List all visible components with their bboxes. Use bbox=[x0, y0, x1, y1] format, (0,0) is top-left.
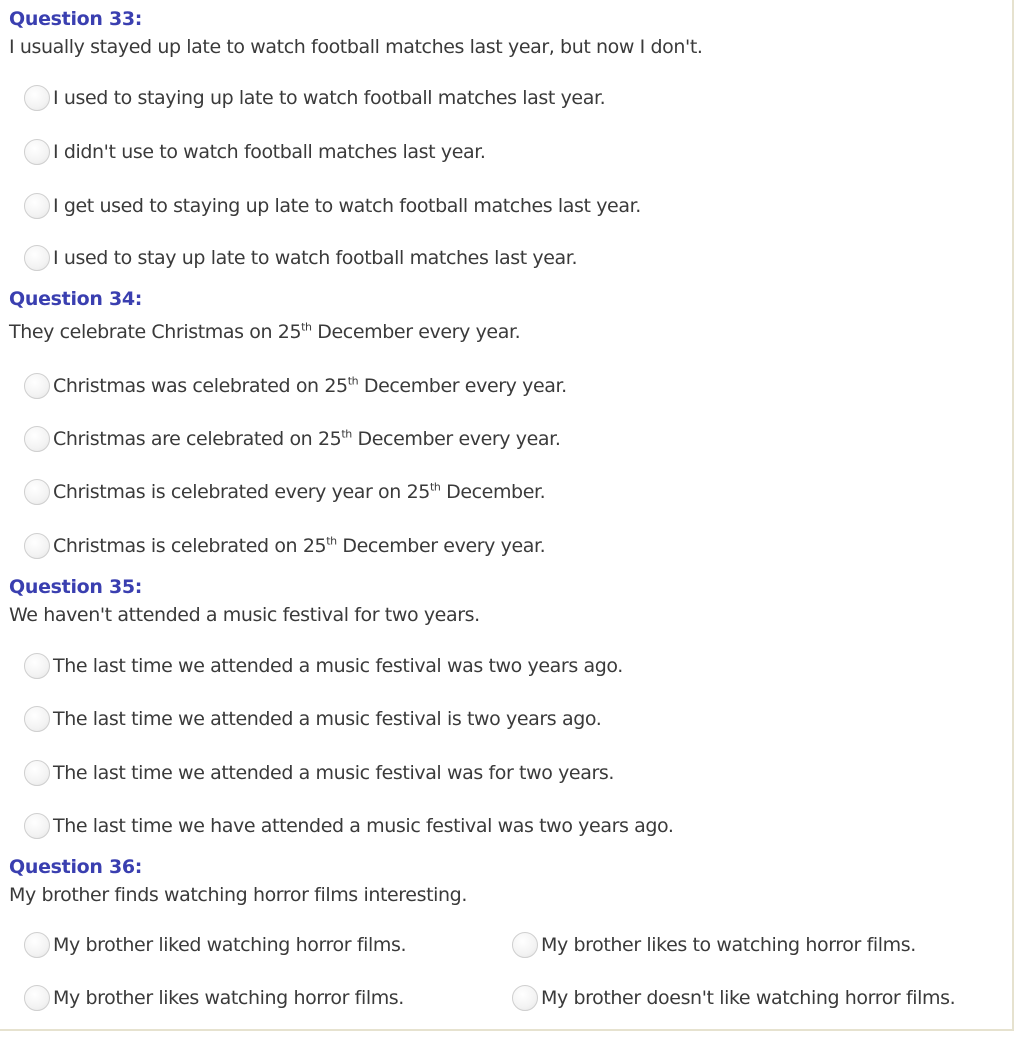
question-34-text: They celebrate Christmas on 25th December every year. bbox=[9, 320, 521, 343]
radio-button[interactable] bbox=[512, 932, 538, 958]
q36-option-a[interactable] bbox=[24, 932, 406, 958]
q36-option-d[interactable] bbox=[512, 985, 955, 1011]
option-label: The last time we attended a music festival was two years ago. bbox=[53, 655, 623, 677]
option-label: I used to stay up late to watch football matches last year. bbox=[53, 247, 578, 269]
radio-button[interactable] bbox=[24, 653, 50, 679]
option-label: I didn't use to watch football matches last year. bbox=[53, 141, 486, 163]
q35-option-d[interactable] bbox=[24, 813, 674, 839]
radio-button[interactable] bbox=[24, 706, 50, 732]
radio-button[interactable] bbox=[24, 760, 50, 786]
option-label: I used to staying up late to watch football matches last year. bbox=[53, 87, 606, 109]
q35-option-a[interactable] bbox=[24, 653, 623, 679]
q34-option-b[interactable] bbox=[24, 426, 560, 452]
q33-option-b[interactable] bbox=[24, 139, 486, 165]
question-33-label: Question 33: bbox=[9, 8, 143, 30]
q34-option-d[interactable] bbox=[24, 533, 545, 559]
q33-option-d[interactable] bbox=[24, 245, 577, 271]
question-34-label: Question 34: bbox=[9, 288, 143, 310]
q36-option-b[interactable] bbox=[512, 932, 916, 958]
option-label: Christmas are celebrated on 25th December every year. bbox=[53, 427, 561, 450]
option-label: My brother likes watching horror films. bbox=[53, 987, 404, 1009]
option-label: Christmas is celebrated on 25th December every year. bbox=[53, 534, 546, 557]
q35-option-b[interactable] bbox=[24, 706, 601, 732]
radio-button[interactable] bbox=[24, 426, 50, 452]
q34-option-a[interactable] bbox=[24, 373, 567, 399]
option-label: Christmas was celebrated on 25th December every year. bbox=[53, 374, 567, 397]
option-label: My brother doesn't like watching horror films. bbox=[541, 987, 956, 1009]
radio-button[interactable] bbox=[512, 985, 538, 1011]
option-label: The last time we attended a music festival is two years ago. bbox=[53, 708, 602, 730]
radio-button[interactable] bbox=[24, 813, 50, 839]
question-33-text: I usually stayed up late to watch football matches last year, but now I don't. bbox=[9, 36, 703, 58]
option-label: Christmas is celebrated every year on 25th December. bbox=[53, 480, 546, 503]
radio-button[interactable] bbox=[24, 533, 50, 559]
question-36-label: Question 36: bbox=[9, 856, 143, 878]
radio-button[interactable] bbox=[24, 985, 50, 1011]
q33-option-a[interactable] bbox=[24, 85, 605, 111]
radio-button[interactable] bbox=[24, 85, 50, 111]
option-label: My brother liked watching horror films. bbox=[53, 934, 407, 956]
question-36-text: My brother finds watching horror films interesting. bbox=[9, 884, 467, 906]
q34-option-c[interactable] bbox=[24, 479, 545, 505]
option-label: I get used to staying up late to watch football matches last year. bbox=[53, 195, 641, 217]
option-label: The last time we attended a music festival was for two years. bbox=[53, 762, 615, 784]
radio-button[interactable] bbox=[24, 932, 50, 958]
radio-button[interactable] bbox=[24, 245, 50, 271]
q33-option-c[interactable] bbox=[24, 193, 641, 219]
radio-button[interactable] bbox=[24, 373, 50, 399]
radio-button[interactable] bbox=[24, 139, 50, 165]
option-label: The last time we have attended a music festival was two years ago. bbox=[53, 815, 674, 837]
option-label: My brother likes to watching horror films. bbox=[541, 934, 916, 956]
question-35-text: We haven't attended a music festival for two years. bbox=[9, 604, 480, 626]
question-35-label: Question 35: bbox=[9, 576, 143, 598]
radio-button[interactable] bbox=[24, 193, 50, 219]
q35-option-c[interactable] bbox=[24, 760, 614, 786]
q36-option-c[interactable] bbox=[24, 985, 404, 1011]
radio-button[interactable] bbox=[24, 479, 50, 505]
